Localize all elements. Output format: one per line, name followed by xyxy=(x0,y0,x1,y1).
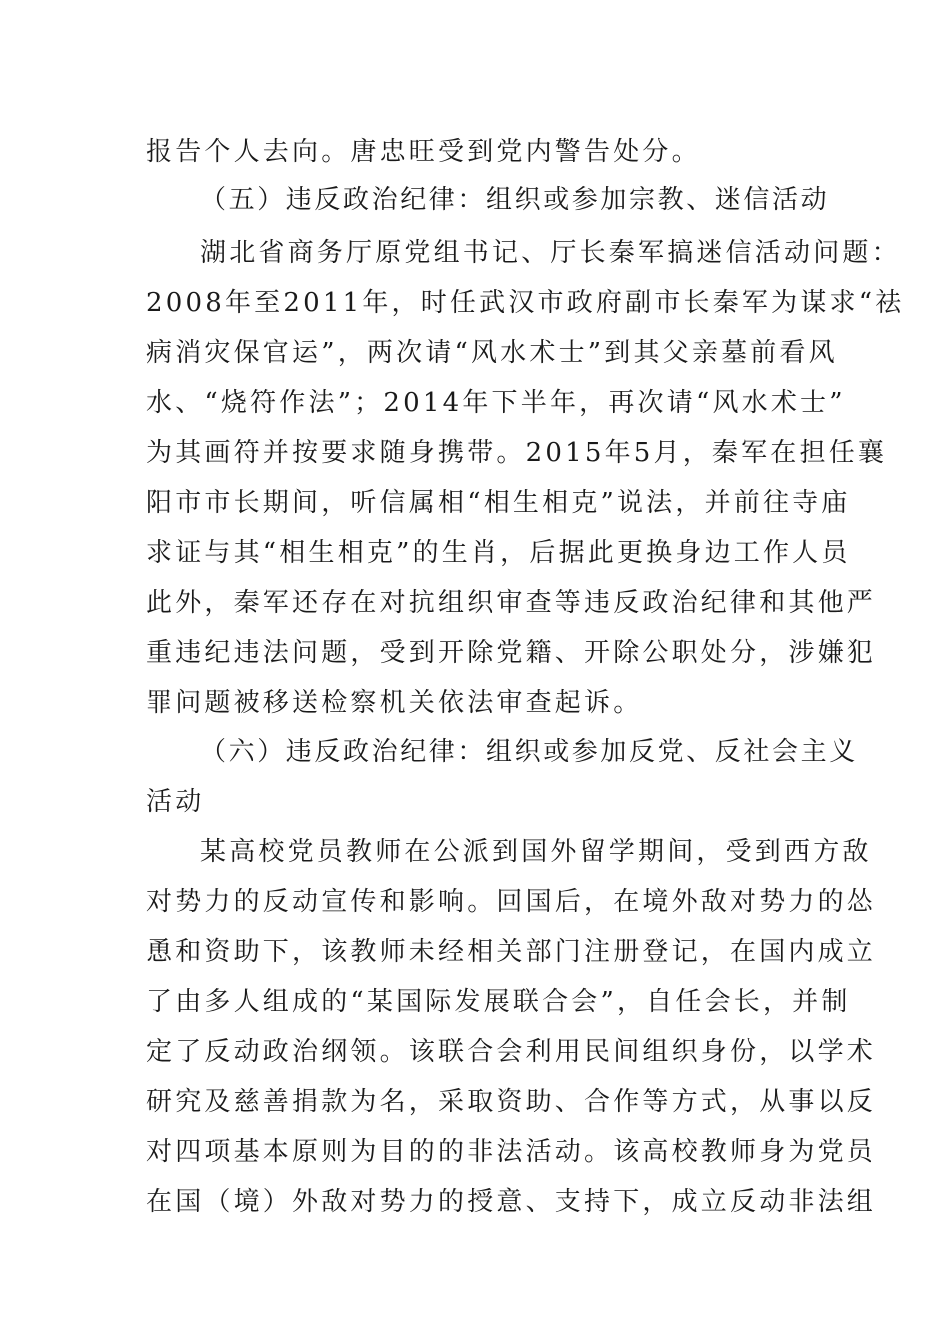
text-line: 阳市市长期间，听信属相“相生相克”说法，并前往寺庙 xyxy=(146,488,851,518)
text-line: 研究及慈善捐款为名，采取资助、合作等方式，从事以反 xyxy=(146,1087,877,1117)
text-line: 罪问题被移送检察机关依法审查起诉。 xyxy=(146,688,643,718)
text-line: 定了反动政治纲领。该联合会利用民间组织身份，以学术 xyxy=(146,1037,877,1067)
text-line: 在国（境）外敌对势力的授意、支持下，成立反动非法组 xyxy=(146,1187,877,1217)
text-line: 为其画符并按要求随身携带。2015年5月，秦军在担任襄 xyxy=(146,438,888,468)
paragraph-first-line: 某高校党员教师在公派到国外留学期间，受到西方敌 xyxy=(200,837,872,867)
text-line: 水、“烧符作法”；2014年下半年，再次请“风水术士” xyxy=(146,388,846,418)
text-line: 了由多人组成的“某国际发展联合会”，自任会长，并制 xyxy=(146,987,851,1017)
text-line: 恿和资助下，该教师未经相关部门注册登记，在国内成立 xyxy=(146,937,877,967)
text-line: 对势力的反动宣传和影响。回国后，在境外敌对势力的怂 xyxy=(146,887,877,917)
section-heading-five: （五）违反政治纪律：组织或参加宗教、迷信活动 xyxy=(200,185,830,215)
section-heading-six-continued: 活动 xyxy=(146,787,205,817)
text-line: 求证与其“相生相克”的生肖，后据此更换身边工作人员 xyxy=(146,538,851,568)
text-line: 病消灾保官运”，两次请“风水术士”到其父亲墓前看风 xyxy=(146,338,838,368)
text-line: 重违纪违法问题，受到开除党籍、开除公职处分，涉嫌犯 xyxy=(146,638,877,668)
section-heading-six: （六）违反政治纪律：组织或参加反党、反社会主义 xyxy=(200,737,858,767)
text-line: 此外，秦军还存在对抗组织审查等违反政治纪律和其他严 xyxy=(146,588,877,618)
paragraph-first-line: 湖北省商务厅原党组书记、厅长秦军搞迷信活动问题： xyxy=(200,238,901,268)
text-line: 对四项基本原则为目的的非法活动。该高校教师身为党员 xyxy=(146,1137,877,1167)
text-line: 2008年至2011年，时任武汉市政府副市长秦军为谋求“祛 xyxy=(146,288,905,318)
text-line: 报告个人去向。唐忠旺受到党内警告处分。 xyxy=(146,137,701,167)
